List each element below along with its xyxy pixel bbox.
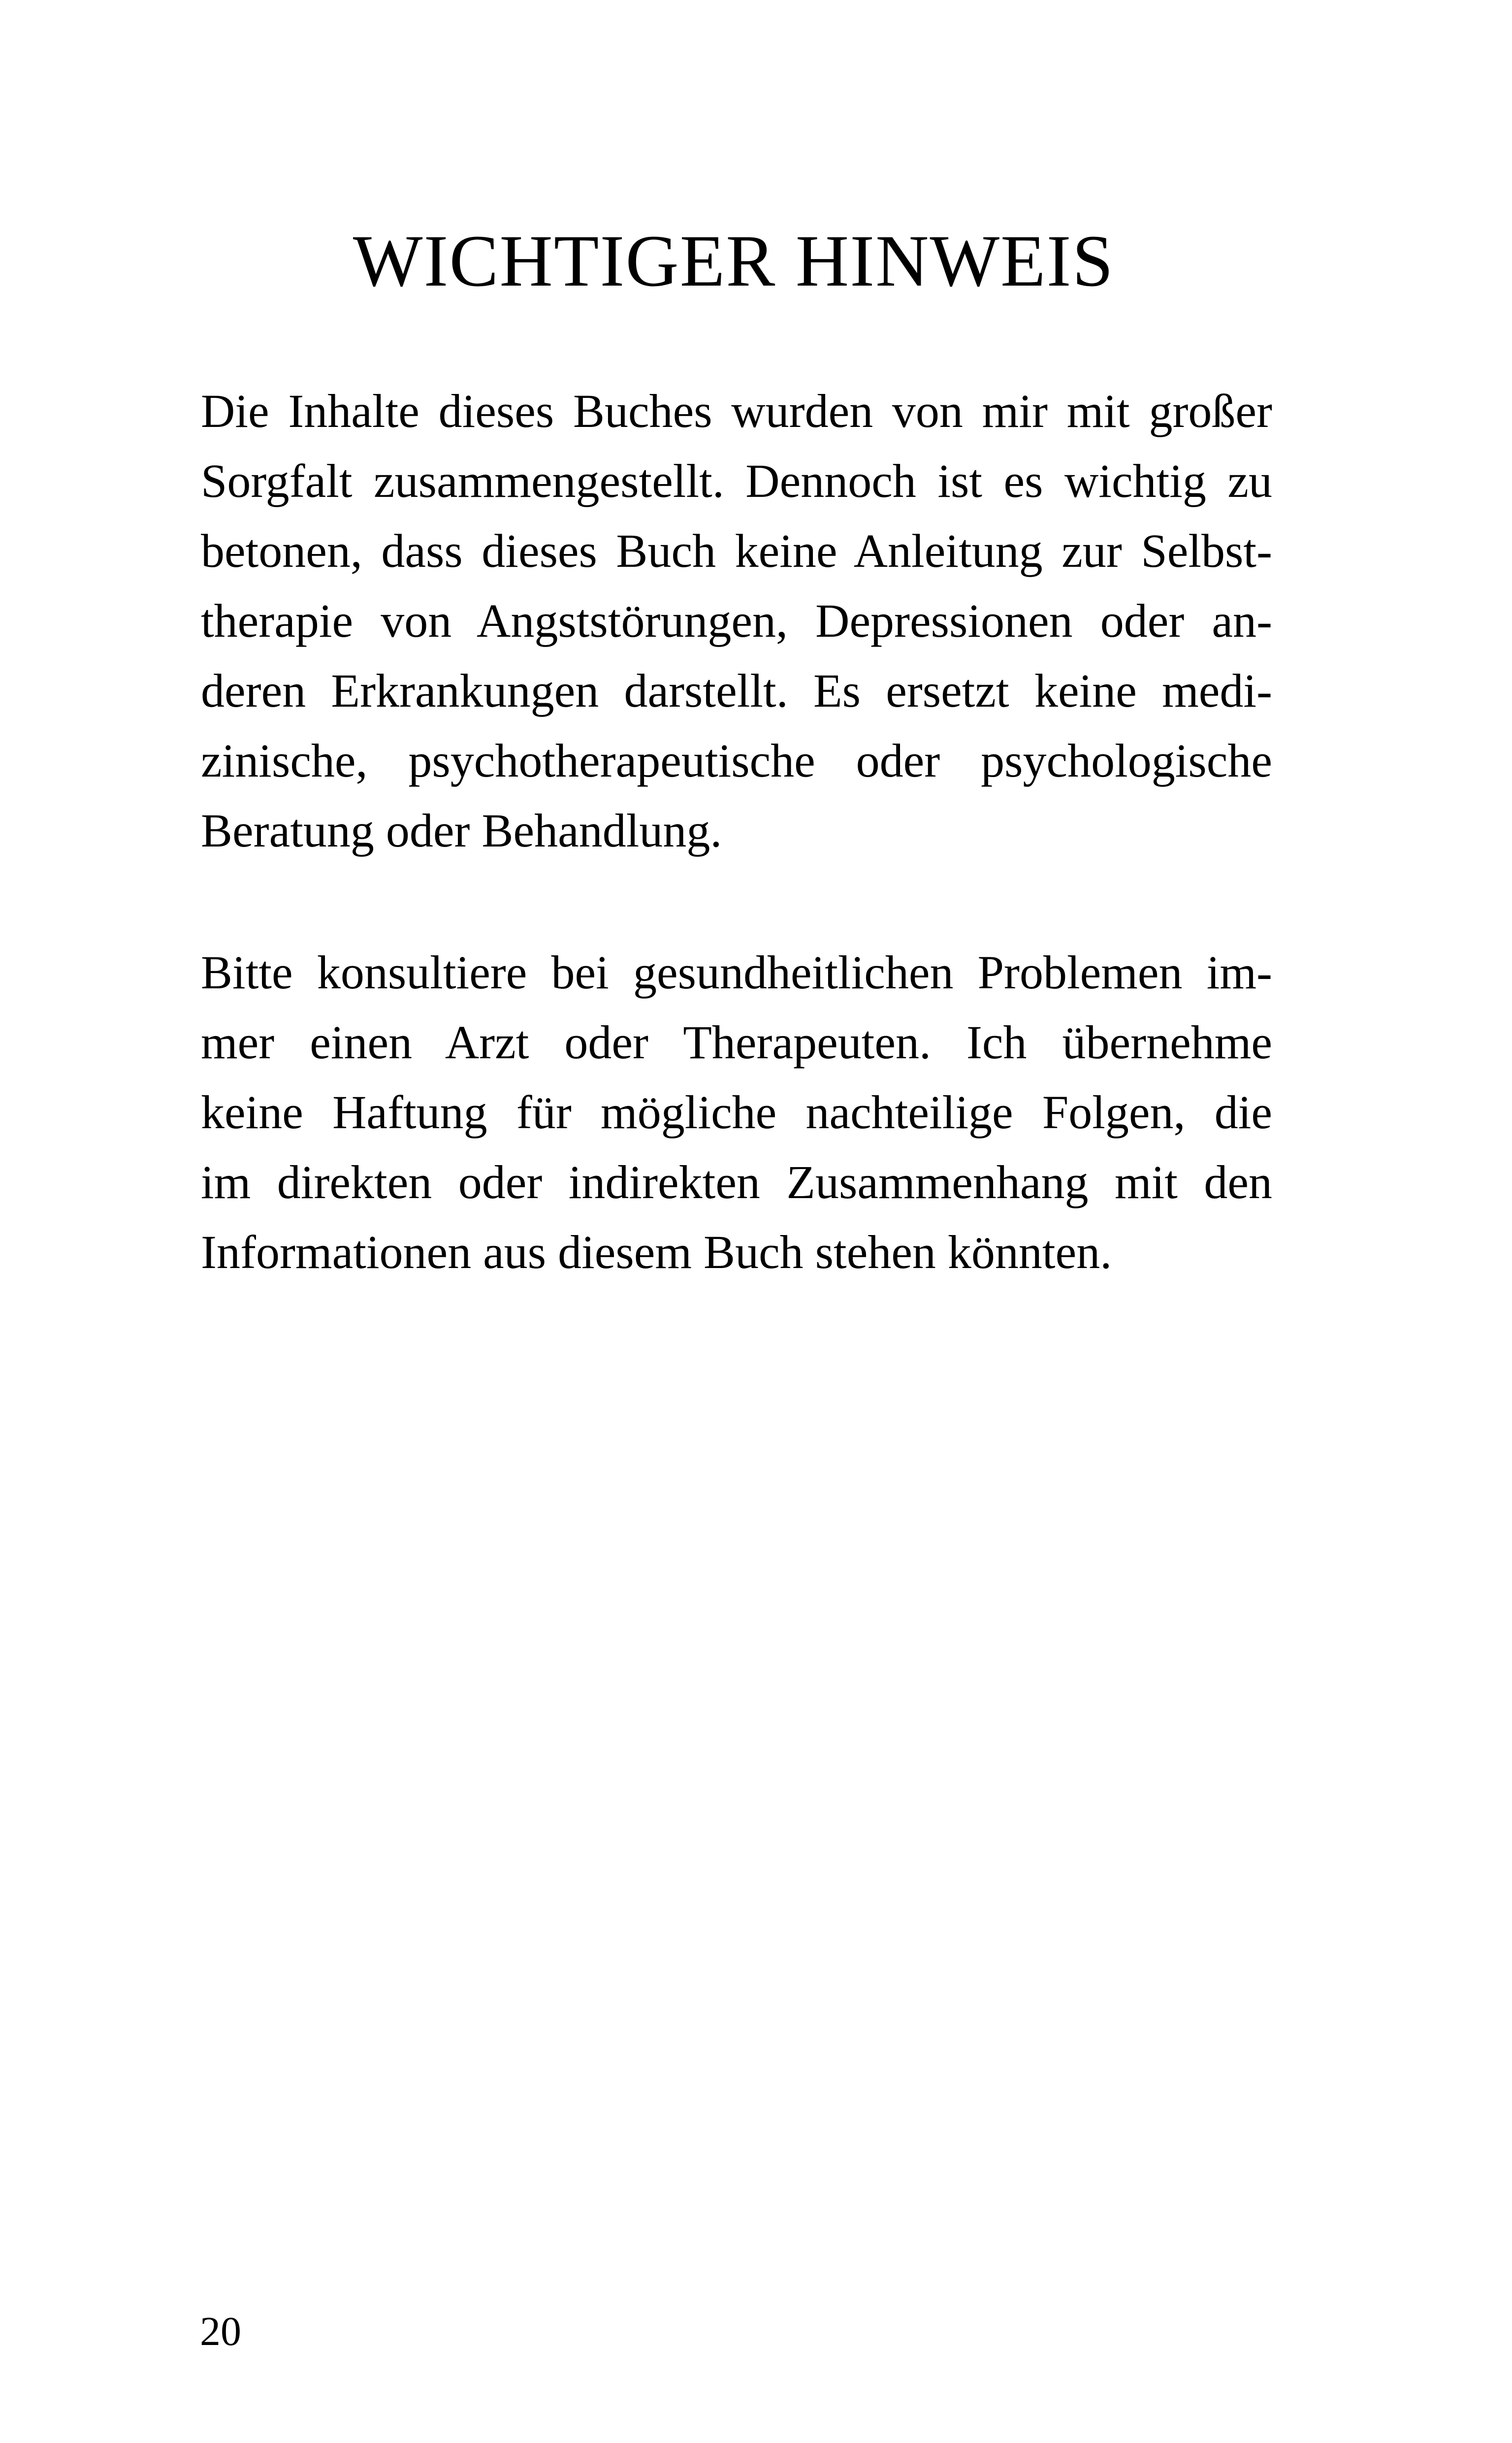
paragraph-1-line: Sorgfalt zusammengestellt. Dennoch ist es wichtig zu <box>201 455 1272 507</box>
paragraph-2-line: im direkten oder indirekten Zusammenhang mit den <box>201 1156 1272 1208</box>
paragraph-2-line: Bitte konsultiere bei gesundheitlichen Problemen im- <box>201 946 1272 999</box>
paragraph-2-line: Informationen aus diesem Buch stehen könnten. <box>201 1226 1112 1278</box>
paragraph-2-line: keine Haftung für mögliche nachteilige Folgen, die <box>201 1086 1272 1139</box>
paragraph-1-line: Beratung oder Behandlung. <box>201 804 722 857</box>
paragraph-1-line: zinische, psychotherapeutische oder psychologische <box>201 734 1272 787</box>
page-number: 20 <box>200 2309 241 2354</box>
paragraph-2-line: mer einen Arzt oder Therapeuten. Ich übernehme <box>201 1016 1272 1069</box>
page-title: WICHTIGER HINWEIS <box>353 220 1115 302</box>
paragraph-1-line: therapie von Angststörungen, Depressionen oder an- <box>201 594 1272 647</box>
paragraph-1-line: deren Erkrankungen darstellt. Es ersetzt keine medi- <box>201 664 1272 717</box>
paragraph-1-line: betonen, dass dieses Buch keine Anleitung zur Selbst- <box>201 524 1272 577</box>
paragraph-1-line: Die Inhalte dieses Buches wurden von mir mit großer <box>201 385 1272 437</box>
